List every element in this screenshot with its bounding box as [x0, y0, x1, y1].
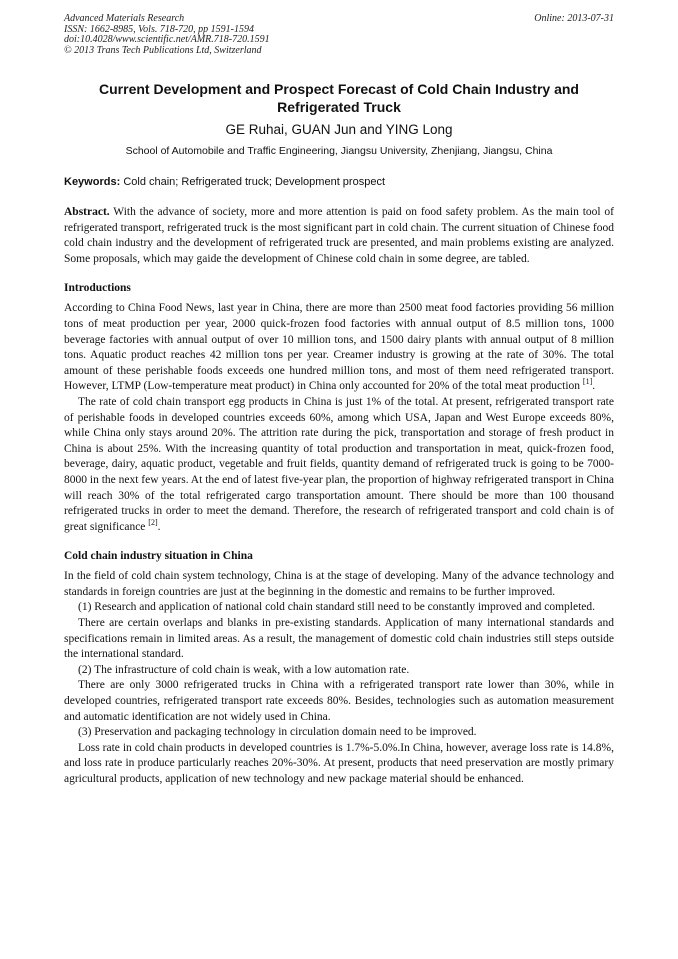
keywords-text: Cold chain; Refrigerated truck; Development prospect — [123, 176, 385, 188]
journal-copyright: © 2013 Trans Tech Publications Ltd, Switzerland — [64, 44, 262, 56]
intro-paragraph-2: The rate of cold chain transport egg products in China is just 1% of the total. At present, refrigerated transport rate of perishable foods in developed countries exceeds 60%, among which USA, Japan and West Europe exceeds 80%, while China only stays around 20%. The attrition rate during the pick, transportation and storage of fresh product in China is about 25%. With the increasing quantity of total production and transportation in meat, quick-frozen food, beverage, dairy, aquatic product, vegetable and fruit fields, quantity demand of refrigerated truck is going to be 7000-8000 in the next few years. At the end of latest five-year plan, the proportion of highway refrigerated transport in China will reach 30% of the total refrigerated cargo transportation amount. There should be more than 100 thousand refrigerated trucks in order to meet the demand. Therefore, the research of refrigerated transport and cold chain is of great significance [2]. — [64, 395, 614, 533]
citation-ref-1: [1] — [582, 377, 593, 387]
abstract-text: With the advance of society, more and more attention is paid on food safety problem. As the main tool of refrigerated transport, refrigerated truck is the most significant part in cold chain. The current situation of Chinese food cold chain industry and the development of refrigerated truck are presented, and main problems existing are analyzed. Some proposals, which may gaide the development of Chinese cold chain in some degree, are tabled. — [64, 206, 615, 265]
situation-paragraph-7: Loss rate in cold chain products in developed countries is 1.7%-5.0%.In China, however, average loss rate is 14.8%, and loss rate in produce particularly reaches 20%-30%. At present, products that need preservation are mostly primary agricultural products, application of new technology and new package material should be enhanced. — [64, 741, 614, 785]
paper-page — [64, 14, 614, 788]
section-heading-introductions: Introductions — [64, 282, 131, 295]
situation-paragraph-3: There are certain overlaps and blanks in pre-existing standards. Application of many international standards and specifications remain in limited areas. As a result, the management of domestic cold chain industries still steps outside the international standard. — [64, 617, 614, 661]
section-heading-cold-chain-situation: Cold chain industry situation in China — [64, 550, 253, 563]
journal-name: Advanced Materials Research — [64, 13, 185, 24]
paper-authors: GE Ruhai, GUAN Jun and YING Long — [225, 122, 453, 137]
abstract — [64, 205, 614, 267]
situation-paragraph-2: (1) Research and application of national cold chain standard still need to be constantly improved and completed. — [78, 601, 596, 614]
journal-doi: doi:10.4028/www.scientific.net/AMR.718-720.1591 — [64, 34, 270, 45]
situation-paragraph-1: In the field of cold chain system technology, China is at the stage of developing. Many of the advance technology and standards in foreign countries are just at the beginning in the domestic and remains to be further improved. — [64, 570, 614, 598]
journal-meta — [64, 14, 270, 56]
online-date: Online: 2013-07-31 — [534, 13, 614, 24]
intro-paragraph-1: According to China Food News, last year in China, there are more than 2500 meat food factories providing 56 million tons of meat production per year, 2000 quick-frozen food factories with annual output of 8.5 million tons, 1000 beverage factories with annual output of over 10 million tons, and 1500 dairy plants with annual output of 8 million tons. Aquatic product reaches 42 million tons per year. Creamer industry is growing at the rate of 30%. The total amount of these perishable foods exceeds one hundred million tons, and most of them need refrigerated transport. However, LTMP (Low-temperature meat product) in China only accounted for 20% of the total meat production [1]. — [64, 302, 614, 393]
citation-ref-2: [2] — [148, 517, 158, 527]
abstract-label: Abstract. — [64, 206, 110, 218]
journal-issn: ISSN: 1662-8985, Vols. 718-720, pp 1591-1594 — [64, 23, 254, 35]
situation-paragraph-6: (3) Preservation and packaging technology in circulation domain need to be improved. — [78, 726, 477, 739]
situation-paragraph-5: There are only 3000 refrigerated trucks in China with a refrigerated transport rate lower than 30%, while in developed countries, refrigerated transport rate exceeds 80%. Besides, technologies such as automation measurement and automatic identification are not widely used in China. — [64, 679, 614, 723]
paper-affiliation: School of Automobile and Traffic Engineering, Jiangsu University, Zhenjiang, Jiangsu, China — [125, 145, 553, 157]
keywords-label: Keywords: — [64, 176, 121, 188]
journal-header — [64, 14, 614, 66]
situation-paragraph-4: (2) The infrastructure of cold chain is weak, with a low automation rate. — [78, 663, 410, 676]
keywords — [64, 175, 614, 189]
paper-title: Current Development and Prospect Forecast of Cold Chain Industry and Refrigerated Truck — [99, 81, 579, 115]
